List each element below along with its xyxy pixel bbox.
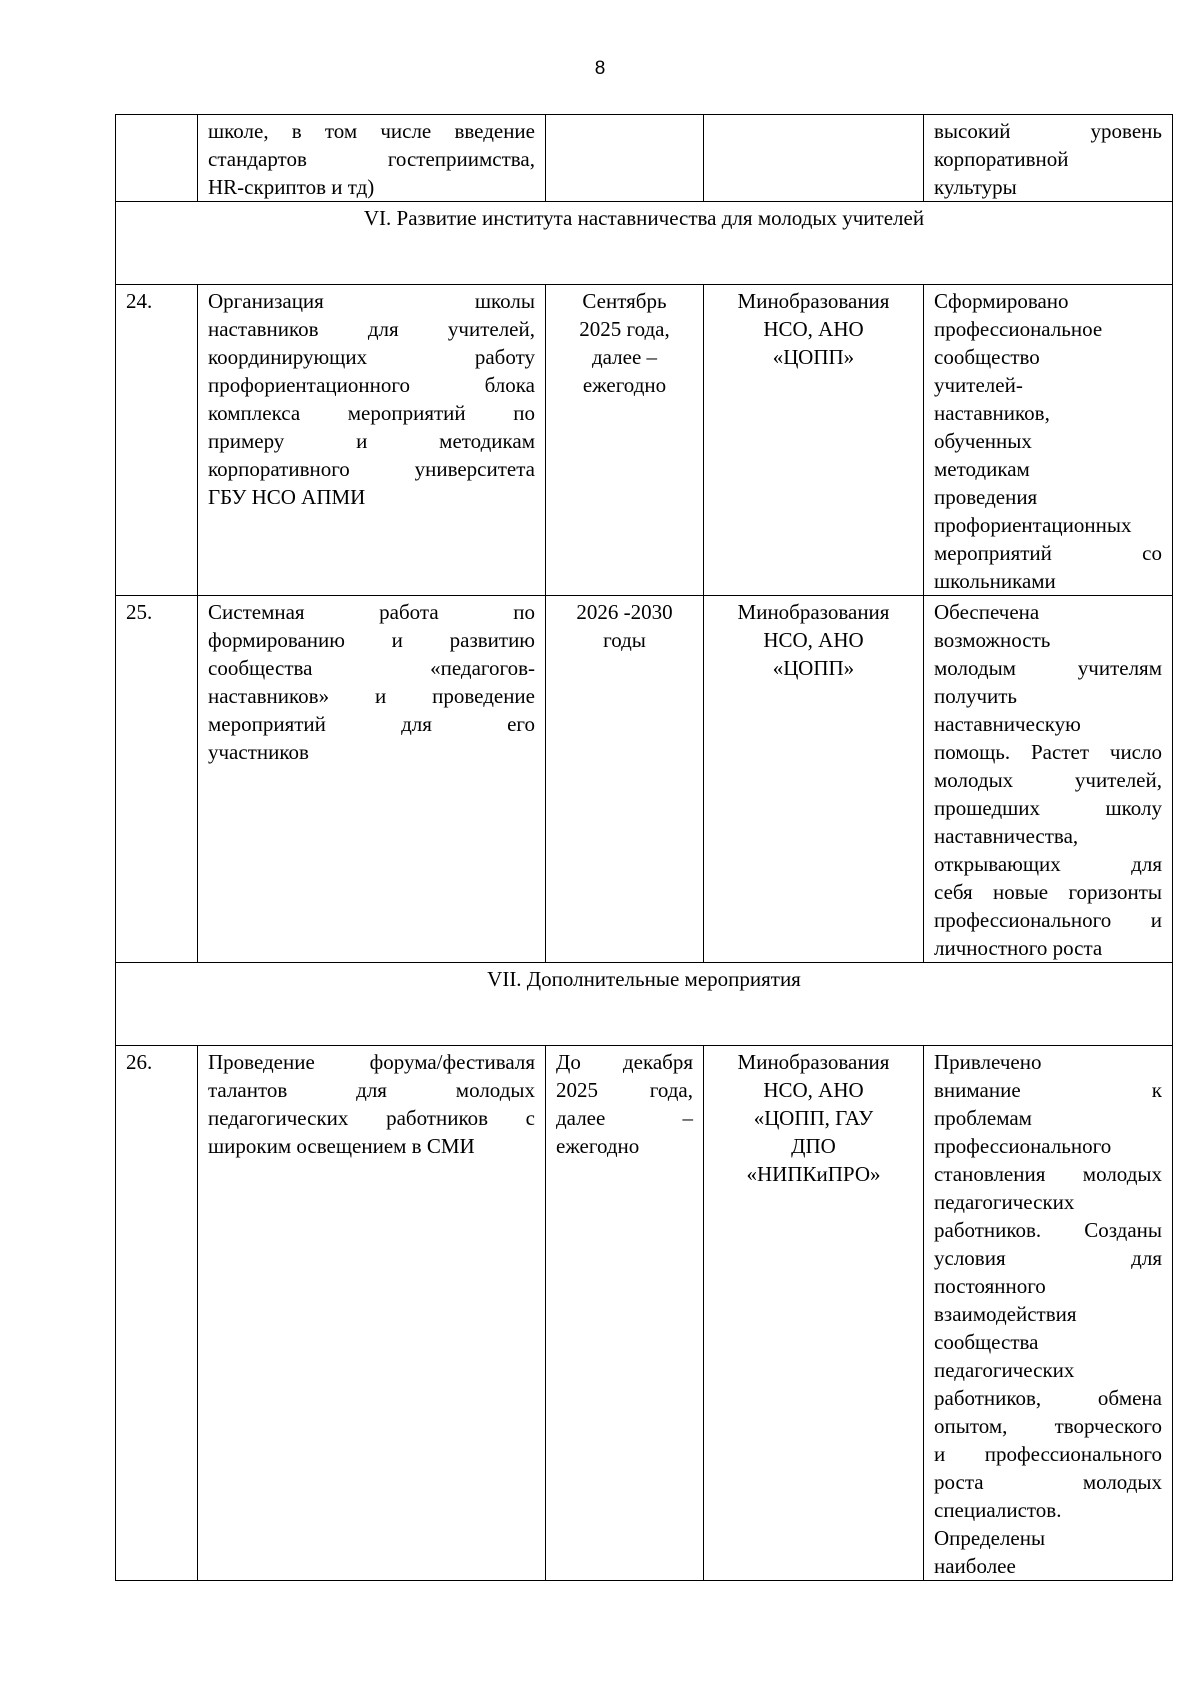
term-line: До декабря [556, 1050, 693, 1074]
result-cell [924, 115, 1173, 202]
num-cell [116, 115, 198, 202]
result-line: профессиональное [934, 317, 1103, 341]
result-line: наиболее [934, 1554, 1016, 1578]
result-line: прошедших школу [934, 796, 1162, 820]
activity-line: ГБУ НСО АПМИ [208, 485, 366, 509]
result-line: сообщество [934, 345, 1040, 369]
term-line: ежегодно [582, 373, 667, 397]
term-line: ежегодно [556, 1134, 640, 1158]
section-heading: VII. Дополнительные мероприятия [116, 963, 1173, 1046]
responsible-cell [704, 285, 924, 596]
activity-line: комплекса мероприятий по [208, 401, 535, 425]
result-line: наставничества, [934, 824, 1079, 848]
result-line: методикам [934, 457, 1030, 481]
result-line: Привлечено [934, 1050, 1042, 1074]
term-cell [546, 596, 704, 963]
result-line: взаимодействия [934, 1302, 1077, 1326]
activity-line: сообщества «педагогов- [208, 656, 535, 680]
result-line: Обеспечена [934, 600, 1040, 624]
table-row-26 [116, 1046, 1173, 1581]
result-line: личностного роста [934, 936, 1103, 960]
activity-cell [198, 285, 546, 596]
responsible-line: НСО, АНО [763, 317, 864, 341]
result-line: постоянного [934, 1274, 1046, 1298]
result-line: возможность [934, 628, 1051, 652]
action-plan-table [115, 114, 1173, 1581]
activity-line: стандартов гостеприимства, [208, 147, 535, 171]
responsible-line: «ЦОПП, ГАУ [753, 1106, 874, 1130]
responsible-line: ДПО [791, 1134, 836, 1158]
activity-line: корпоративного университета [208, 457, 535, 481]
result-cell [924, 285, 1173, 596]
result-line: помощь. Растет число [934, 740, 1162, 764]
result-line: наставников, [934, 401, 1050, 425]
term-line: 2025 года, [556, 1078, 693, 1102]
responsible-line: Минобразования [737, 289, 890, 313]
term-line: Сентябрь [582, 289, 667, 313]
term-cell [546, 285, 704, 596]
table-row-24 [116, 285, 1173, 596]
row-number: 24. [116, 285, 198, 596]
responsible-line: «ЦОПП» [772, 656, 855, 680]
result-line: Сформировано [934, 289, 1069, 313]
result-line: специалистов. [934, 1498, 1062, 1522]
result-line: проблемам [934, 1106, 1032, 1130]
responsible-line: «ЦОПП» [772, 345, 855, 369]
section-heading: VI. Развитие института наставничества для молодых учителей [116, 202, 1173, 285]
result-line: мероприятий со [934, 541, 1162, 565]
row-number: 25. [116, 596, 198, 963]
result-line: работников. Созданы [934, 1218, 1162, 1242]
responsible-line: Минобразования [737, 1050, 890, 1074]
result-line: условия для [934, 1246, 1162, 1270]
result-line: наставническую [934, 712, 1081, 736]
term-line: далее – [591, 345, 658, 369]
responsible-cell [704, 115, 924, 202]
result-line: профессионального и [934, 908, 1162, 932]
result-line: корпоративной [934, 147, 1069, 171]
activity-line: педагогических работников с [208, 1106, 535, 1130]
result-line: становления молодых [934, 1162, 1162, 1186]
responsible-line: Минобразования [737, 600, 890, 624]
result-line: учителей- [934, 373, 1023, 397]
term-line: 2025 года, [579, 317, 670, 341]
activity-line: формированию и развитию [208, 628, 535, 652]
activity-line: профориентационного блока [208, 373, 535, 397]
responsible-line: НСО, АНО [763, 1078, 864, 1102]
result-line: сообщества [934, 1330, 1039, 1354]
activity-line: наставников для учителей, [208, 317, 535, 341]
term-cell [546, 1046, 704, 1581]
result-line: внимание к [934, 1078, 1162, 1102]
term-line: годы [603, 628, 646, 652]
result-line: школьниками [934, 569, 1056, 593]
result-line: Определены [934, 1526, 1046, 1550]
result-line: проведения [934, 485, 1038, 509]
activity-line: Проведение форума/фестиваля [208, 1050, 535, 1074]
result-line: себя новые горизонты [934, 880, 1162, 904]
activity-line: талантов для молодых [208, 1078, 535, 1102]
responsible-line: «НИПКиПРО» [746, 1162, 881, 1186]
result-line: молодым учителям [934, 656, 1162, 680]
activity-line: HR-скриптов и тд) [208, 175, 375, 199]
term-line: 2026 -2030 [576, 600, 673, 624]
result-line: высокий уровень [934, 119, 1162, 143]
activity-cell [198, 596, 546, 963]
row-number: 26. [116, 1046, 198, 1581]
responsible-line: НСО, АНО [763, 628, 864, 652]
result-line: и профессионального [934, 1442, 1162, 1466]
term-line: далее – [556, 1106, 693, 1130]
responsible-cell [704, 596, 924, 963]
result-line: профессионального [934, 1134, 1112, 1158]
activity-cell [198, 1046, 546, 1581]
result-line: культуры [934, 175, 1017, 199]
activity-line: участников [208, 740, 309, 764]
result-line: роста молодых [934, 1470, 1162, 1494]
table-row-continued [116, 115, 1173, 202]
activity-line: мероприятий для его [208, 712, 535, 736]
activity-line: Организация школы [208, 289, 535, 313]
table-row-25 [116, 596, 1173, 963]
result-cell [924, 1046, 1173, 1581]
section-heading-row [116, 963, 1173, 1046]
activity-cell [198, 115, 546, 202]
activity-line: примеру и методикам [208, 429, 535, 453]
result-line: педагогических [934, 1190, 1075, 1214]
section-heading-row [116, 202, 1173, 285]
result-line: обученных [934, 429, 1032, 453]
result-line: получить [934, 684, 1017, 708]
responsible-cell [704, 1046, 924, 1581]
result-line: педагогических [934, 1358, 1075, 1382]
term-cell [546, 115, 704, 202]
activity-line: Системная работа по [208, 600, 535, 624]
result-cell [924, 596, 1173, 963]
result-line: открывающих для [934, 852, 1162, 876]
page-number: 8 [594, 58, 606, 79]
activity-line: наставников» и проведение [208, 684, 535, 708]
result-line: профориентационных [934, 513, 1132, 537]
result-line: опытом, творческого [934, 1414, 1162, 1438]
result-line: молодых учителей, [934, 768, 1162, 792]
activity-line: школе, в том числе введение [208, 119, 535, 143]
result-line: работников, обмена [934, 1386, 1162, 1410]
activity-line: координирующих работу [208, 345, 535, 369]
activity-line: широким освещением в СМИ [208, 1134, 475, 1158]
